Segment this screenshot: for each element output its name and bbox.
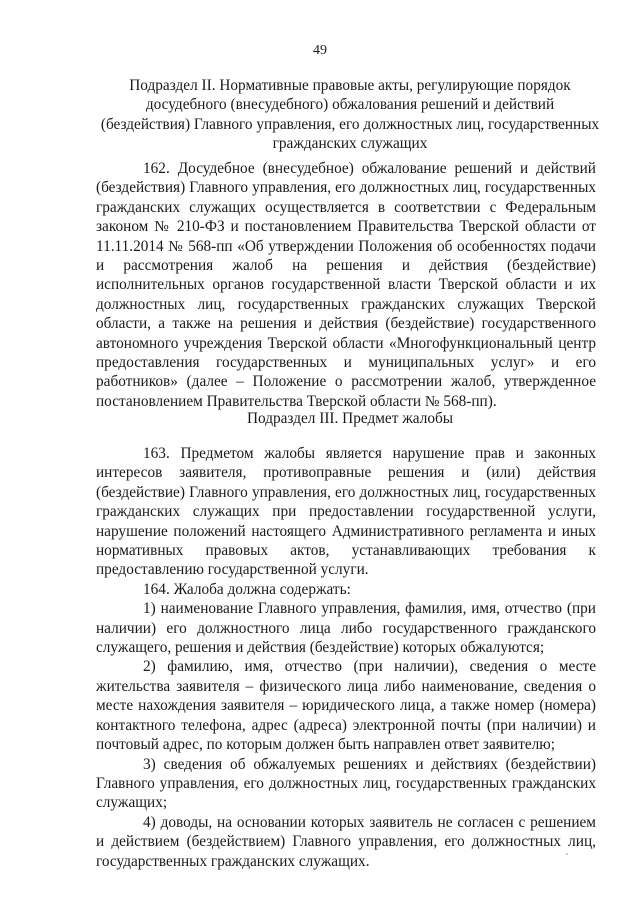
paragraph-164-item-4: 4) доводы, на основании которых заявитель не согласен с решением и действием (бездействием) Главного управления, его должностных лиц, государственных гражданских служащих.	[96, 813, 596, 870]
paragraph-164-item-3: 3) сведения об обжалуемых решениях и действиях (бездействии) Главного управления, его должностных лиц, государственных гражданских служащих;	[96, 755, 596, 812]
page-number: 49	[313, 43, 327, 58]
paragraph-164-item-1: 1) наименование Главного управления, фамилия, имя, отчество (при наличии) его должностного лица либо государственного гражданского служащего, решения и действия (бездействие) которых обжалуются;	[96, 600, 596, 657]
scan-speck	[566, 853, 568, 855]
paragraph-163: 163. Предметом жалобы является нарушение прав и законных интересов заявителя, противоправные решения и (или) действия (бездействие) Главного управления, его должностных лиц, государственных гражданских служащих при предоставлении государственной услуги, нарушение положений настоящего Административного регламента и иных нормативных правовых актов, устанавливающих требования к предоставлению государственной услуги.	[96, 445, 596, 579]
subsection-3-heading: Подраздел III. Предмет жалобы	[246, 410, 454, 427]
paragraph-164: 164. Жалоба должна содержать:	[143, 580, 351, 598]
subsection-2-heading: Подраздел II. Нормативные правовые акты, регулирующие порядок досудебного (внесудебного) обжалования решений и действий (бездействия) Главного управления, его должностных лиц, государственных гражданских служащих	[100, 77, 600, 153]
subsection-2-body	[96, 159, 596, 411]
subsection-3-body	[96, 444, 596, 871]
paragraph-162: 162. Досудебное (внесудебное) обжалование решений и действий (бездействия) Главного управления, его должностных лиц, государственных гражданских служащих осуществляется в соответствии с Федеральным законом № 210-ФЗ и постановлением Правительства Тверской области от 11.11.2014 № 568-пп «Об утверждении Положения об особенностях подачи и рассмотрения жалоб на решения и действия (бездействие) исполнительных органов государственной власти Тверской области и их должностных лиц, государственных гражданских служащих Тверской области, а также на решения и действия (бездействие) государственного автономного учреждения Тверской области «Многофункциональный центр предоставления государственных и муниципальных услуг» и его работников» (далее – Положение о рассмотрении жалоб, утвержденное постановлением Правительства Тверской области № 568-пп).	[96, 160, 596, 410]
paragraph-164-item-2: 2) фамилию, имя, отчество (при наличии), сведения о месте жительства заявителя – физического лица либо наименование, сведения о месте нахождения заявителя – юридического лица, а также номер (номера) контактного телефона, адрес (адреса) электронной почты (при наличии) и почтовый адрес, по которым должен быть направлен ответ заявителю;	[96, 658, 596, 754]
